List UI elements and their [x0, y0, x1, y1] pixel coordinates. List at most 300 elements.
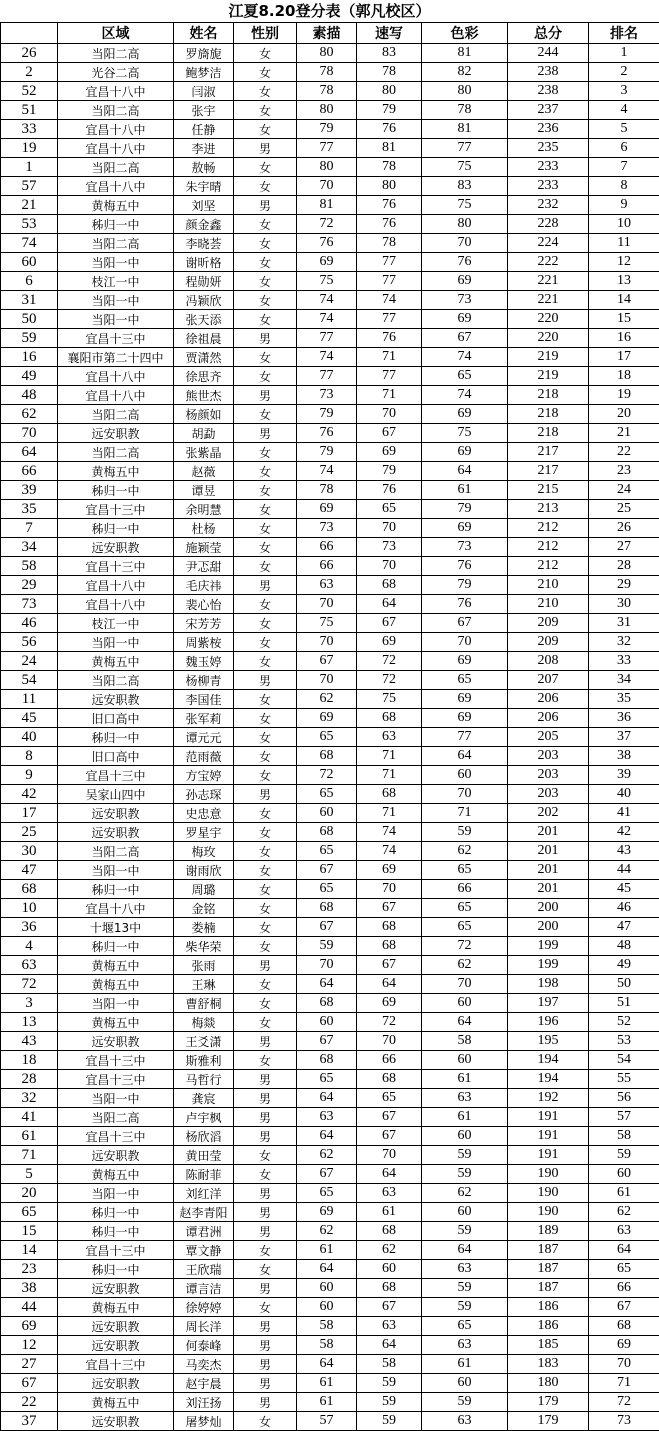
cell-rank: 8	[589, 177, 659, 196]
cell-gender: 女	[234, 937, 297, 956]
cell-speed-sketch: 68	[357, 1222, 422, 1241]
cell-total: 192	[508, 1089, 589, 1108]
cell-color: 75	[422, 158, 508, 177]
cell-gender: 男	[234, 1032, 297, 1051]
cell-region: 秭归一中	[58, 1222, 174, 1241]
cell-region: 当阳一中	[58, 633, 174, 652]
cell-total: 186	[508, 1298, 589, 1317]
cell-id: 67	[1, 1374, 58, 1393]
cell-rank: 23	[589, 462, 659, 481]
table-row	[1, 614, 659, 633]
cell-rank: 17	[589, 348, 659, 367]
table-row	[1, 1165, 659, 1184]
table-row	[1, 462, 659, 481]
cell-id: 44	[1, 1298, 58, 1317]
cell-color: 80	[422, 215, 508, 234]
cell-id: 74	[1, 234, 58, 253]
cell-rank: 69	[589, 1336, 659, 1355]
cell-region: 当阳二高	[58, 234, 174, 253]
cell-total: 203	[508, 747, 589, 766]
cell-total: 201	[508, 842, 589, 861]
cell-sketch: 77	[297, 329, 357, 348]
cell-speed-sketch: 67	[357, 1298, 422, 1317]
cell-rank: 48	[589, 937, 659, 956]
cell-speed-sketch: 83	[357, 44, 422, 63]
cell-color: 71	[422, 804, 508, 823]
cell-sketch: 60	[297, 1013, 357, 1032]
cell-color: 70	[422, 785, 508, 804]
cell-color: 69	[422, 443, 508, 462]
cell-gender: 女	[234, 1412, 297, 1431]
cell-color: 79	[422, 576, 508, 595]
cell-rank: 26	[589, 519, 659, 538]
table-row	[1, 823, 659, 842]
cell-total: 218	[508, 386, 589, 405]
table-header	[1, 23, 659, 44]
cell-sketch: 62	[297, 1222, 357, 1241]
cell-total: 208	[508, 652, 589, 671]
cell-speed-sketch: 70	[357, 1146, 422, 1165]
cell-sketch: 67	[297, 1165, 357, 1184]
cell-gender: 女	[234, 595, 297, 614]
cell-color: 74	[422, 386, 508, 405]
cell-sketch: 67	[297, 918, 357, 937]
cell-color: 73	[422, 291, 508, 310]
cell-id: 53	[1, 215, 58, 234]
cell-id: 27	[1, 1355, 58, 1374]
cell-rank: 52	[589, 1013, 659, 1032]
cell-rank: 27	[589, 538, 659, 557]
cell-sketch: 78	[297, 63, 357, 82]
cell-gender: 女	[234, 500, 297, 519]
cell-total: 201	[508, 880, 589, 899]
cell-gender: 女	[234, 842, 297, 861]
cell-id: 28	[1, 1070, 58, 1089]
table-row	[1, 519, 659, 538]
table-row	[1, 880, 659, 899]
cell-gender: 女	[234, 120, 297, 139]
cell-region: 远安职教	[58, 1374, 174, 1393]
cell-region: 宜昌十八中	[58, 386, 174, 405]
cell-gender: 男	[234, 1108, 297, 1127]
cell-sketch: 75	[297, 272, 357, 291]
cell-gender: 女	[234, 63, 297, 82]
cell-sketch: 79	[297, 405, 357, 424]
table-row	[1, 234, 659, 253]
cell-name: 孙志琛	[174, 785, 234, 804]
cell-total: 220	[508, 310, 589, 329]
cell-sketch: 70	[297, 671, 357, 690]
cell-sketch: 68	[297, 899, 357, 918]
cell-color: 59	[422, 1279, 508, 1298]
col-header-color: 色彩	[422, 23, 508, 44]
cell-id: 43	[1, 1032, 58, 1051]
cell-id: 38	[1, 1279, 58, 1298]
table-row	[1, 557, 659, 576]
cell-total: 244	[508, 44, 589, 63]
cell-region: 当阳一中	[58, 291, 174, 310]
cell-rank: 22	[589, 443, 659, 462]
cell-id: 22	[1, 1393, 58, 1412]
cell-region: 秭归一中	[58, 215, 174, 234]
cell-total: 187	[508, 1241, 589, 1260]
table-row	[1, 652, 659, 671]
cell-speed-sketch: 66	[357, 1051, 422, 1070]
cell-color: 61	[422, 1070, 508, 1089]
cell-color: 65	[422, 367, 508, 386]
cell-speed-sketch: 71	[357, 747, 422, 766]
table-row	[1, 82, 659, 101]
cell-total: 228	[508, 215, 589, 234]
cell-id: 59	[1, 329, 58, 348]
cell-gender: 女	[234, 766, 297, 785]
cell-rank: 54	[589, 1051, 659, 1070]
cell-region: 远安职教	[58, 804, 174, 823]
cell-sketch: 65	[297, 1070, 357, 1089]
table-row	[1, 975, 659, 994]
cell-name: 杨柳青	[174, 671, 234, 690]
cell-name: 陈耐菲	[174, 1165, 234, 1184]
cell-gender: 男	[234, 1279, 297, 1298]
cell-sketch: 66	[297, 557, 357, 576]
table-row	[1, 139, 659, 158]
col-header-rank: 排名	[589, 23, 659, 44]
cell-region: 当阳二高	[58, 1108, 174, 1127]
cell-color: 67	[422, 614, 508, 633]
cell-region: 当阳一中	[58, 861, 174, 880]
cell-gender: 女	[234, 234, 297, 253]
cell-color: 69	[422, 310, 508, 329]
cell-sketch: 64	[297, 1355, 357, 1374]
cell-color: 63	[422, 1412, 508, 1431]
cell-name: 任静	[174, 120, 234, 139]
cell-speed-sketch: 70	[357, 1032, 422, 1051]
cell-sketch: 60	[297, 1279, 357, 1298]
cell-color: 82	[422, 63, 508, 82]
cell-total: 190	[508, 1165, 589, 1184]
table-row	[1, 196, 659, 215]
cell-gender: 女	[234, 880, 297, 899]
cell-total: 190	[508, 1184, 589, 1203]
cell-sketch: 78	[297, 82, 357, 101]
cell-total: 217	[508, 443, 589, 462]
cell-gender: 女	[234, 899, 297, 918]
cell-id: 68	[1, 880, 58, 899]
table-row	[1, 937, 659, 956]
cell-region: 当阳一中	[58, 253, 174, 272]
cell-speed-sketch: 63	[357, 728, 422, 747]
table-row	[1, 956, 659, 975]
table-row	[1, 842, 659, 861]
cell-name: 周长洋	[174, 1317, 234, 1336]
cell-total: 196	[508, 1013, 589, 1032]
cell-rank: 31	[589, 614, 659, 633]
cell-total: 233	[508, 177, 589, 196]
cell-color: 81	[422, 120, 508, 139]
cell-id: 57	[1, 177, 58, 196]
cell-id: 25	[1, 823, 58, 842]
cell-rank: 15	[589, 310, 659, 329]
cell-name: 谭君洲	[174, 1222, 234, 1241]
cell-rank: 12	[589, 253, 659, 272]
cell-region: 黄梅五中	[58, 652, 174, 671]
table-body	[1, 44, 659, 1431]
cell-speed-sketch: 76	[357, 481, 422, 500]
cell-name: 尹忑甜	[174, 557, 234, 576]
cell-rank: 39	[589, 766, 659, 785]
table-row	[1, 1279, 659, 1298]
cell-gender: 女	[234, 462, 297, 481]
cell-sketch: 74	[297, 310, 357, 329]
cell-color: 65	[422, 861, 508, 880]
cell-region: 宜昌十三中	[58, 329, 174, 348]
table-row	[1, 424, 659, 443]
cell-name: 张宇	[174, 101, 234, 120]
cell-region: 枝江一中	[58, 272, 174, 291]
cell-sketch: 74	[297, 348, 357, 367]
cell-name: 贾潇然	[174, 348, 234, 367]
cell-color: 69	[422, 272, 508, 291]
cell-total: 219	[508, 367, 589, 386]
cell-sketch: 72	[297, 766, 357, 785]
cell-speed-sketch: 68	[357, 1070, 422, 1089]
cell-region: 当阳一中	[58, 994, 174, 1013]
cell-region: 远安职教	[58, 1317, 174, 1336]
cell-total: 237	[508, 101, 589, 120]
cell-name: 范雨薇	[174, 747, 234, 766]
cell-name: 闫淑	[174, 82, 234, 101]
cell-name: 颜金鑫	[174, 215, 234, 234]
cell-region: 当阳一中	[58, 1089, 174, 1108]
cell-name: 罗星宇	[174, 823, 234, 842]
cell-color: 60	[422, 766, 508, 785]
cell-gender: 男	[234, 671, 297, 690]
cell-sketch: 79	[297, 443, 357, 462]
cell-color: 64	[422, 1241, 508, 1260]
cell-color: 70	[422, 975, 508, 994]
cell-id: 56	[1, 633, 58, 652]
cell-color: 69	[422, 519, 508, 538]
cell-total: 201	[508, 823, 589, 842]
cell-id: 32	[1, 1089, 58, 1108]
cell-name: 冯颖欣	[174, 291, 234, 310]
cell-gender: 女	[234, 215, 297, 234]
cell-name: 胡勐	[174, 424, 234, 443]
table-row	[1, 348, 659, 367]
cell-total: 224	[508, 234, 589, 253]
cell-id: 16	[1, 348, 58, 367]
cell-total: 209	[508, 614, 589, 633]
table-row	[1, 690, 659, 709]
cell-color: 64	[422, 462, 508, 481]
table-row	[1, 1013, 659, 1032]
cell-region: 枝江一中	[58, 614, 174, 633]
cell-total: 212	[508, 538, 589, 557]
cell-name: 马奕杰	[174, 1355, 234, 1374]
cell-total: 220	[508, 329, 589, 348]
cell-rank: 67	[589, 1298, 659, 1317]
cell-gender: 女	[234, 405, 297, 424]
cell-rank: 30	[589, 595, 659, 614]
cell-id: 1	[1, 158, 58, 177]
cell-gender: 男	[234, 785, 297, 804]
col-header-gender: 性别	[234, 23, 297, 44]
cell-sketch: 70	[297, 633, 357, 652]
cell-rank: 10	[589, 215, 659, 234]
cell-name: 谭元元	[174, 728, 234, 747]
cell-gender: 男	[234, 1374, 297, 1393]
cell-id: 47	[1, 861, 58, 880]
cell-sketch: 67	[297, 1032, 357, 1051]
cell-name: 斯雅利	[174, 1051, 234, 1070]
cell-color: 61	[422, 1108, 508, 1127]
cell-region: 当阳一中	[58, 310, 174, 329]
cell-color: 79	[422, 500, 508, 519]
cell-color: 69	[422, 709, 508, 728]
cell-id: 30	[1, 842, 58, 861]
cell-sketch: 80	[297, 101, 357, 120]
cell-sketch: 62	[297, 1146, 357, 1165]
cell-id: 13	[1, 1013, 58, 1032]
cell-total: 198	[508, 975, 589, 994]
table-row	[1, 120, 659, 139]
cell-id: 71	[1, 1146, 58, 1165]
cell-sketch: 79	[297, 120, 357, 139]
cell-speed-sketch: 78	[357, 158, 422, 177]
cell-region: 远安职教	[58, 1412, 174, 1431]
cell-speed-sketch: 70	[357, 880, 422, 899]
cell-name: 刘坚	[174, 196, 234, 215]
cell-speed-sketch: 71	[357, 766, 422, 785]
cell-rank: 50	[589, 975, 659, 994]
cell-gender: 女	[234, 652, 297, 671]
cell-name: 黄田莹	[174, 1146, 234, 1165]
col-header-sketch: 素描	[297, 23, 357, 44]
cell-total: 199	[508, 956, 589, 975]
cell-sketch: 73	[297, 386, 357, 405]
cell-name: 鲍梦洁	[174, 63, 234, 82]
cell-gender: 女	[234, 538, 297, 557]
cell-id: 40	[1, 728, 58, 747]
cell-color: 69	[422, 690, 508, 709]
cell-gender: 女	[234, 253, 297, 272]
cell-speed-sketch: 59	[357, 1412, 422, 1431]
table-row	[1, 1260, 659, 1279]
cell-gender: 男	[234, 196, 297, 215]
cell-name: 李国佳	[174, 690, 234, 709]
cell-name: 宋芳芳	[174, 614, 234, 633]
cell-speed-sketch: 76	[357, 329, 422, 348]
cell-region: 宜昌十八中	[58, 139, 174, 158]
cell-speed-sketch: 76	[357, 120, 422, 139]
table-row	[1, 671, 659, 690]
cell-rank: 2	[589, 63, 659, 82]
cell-rank: 41	[589, 804, 659, 823]
cell-rank: 37	[589, 728, 659, 747]
cell-speed-sketch: 80	[357, 82, 422, 101]
cell-name: 梅玫	[174, 842, 234, 861]
cell-id: 41	[1, 1108, 58, 1127]
cell-id: 15	[1, 1222, 58, 1241]
cell-speed-sketch: 72	[357, 671, 422, 690]
cell-name: 覃文静	[174, 1241, 234, 1260]
cell-id: 39	[1, 481, 58, 500]
cell-region: 秭归一中	[58, 937, 174, 956]
cell-name: 曹舒桐	[174, 994, 234, 1013]
table-row	[1, 329, 659, 348]
table-row	[1, 291, 659, 310]
cell-color: 76	[422, 557, 508, 576]
cell-rank: 35	[589, 690, 659, 709]
table-row	[1, 1374, 659, 1393]
table-row	[1, 500, 659, 519]
cell-region: 宜昌十三中	[58, 500, 174, 519]
cell-total: 207	[508, 671, 589, 690]
cell-color: 65	[422, 671, 508, 690]
cell-rank: 43	[589, 842, 659, 861]
cell-gender: 女	[234, 994, 297, 1013]
cell-region: 宜昌十三中	[58, 1070, 174, 1089]
cell-gender: 女	[234, 823, 297, 842]
cell-id: 12	[1, 1336, 58, 1355]
table-row	[1, 747, 659, 766]
cell-speed-sketch: 74	[357, 291, 422, 310]
cell-id: 70	[1, 424, 58, 443]
cell-gender: 女	[234, 861, 297, 880]
table-row	[1, 1203, 659, 1222]
cell-speed-sketch: 79	[357, 462, 422, 481]
cell-speed-sketch: 63	[357, 1184, 422, 1203]
cell-color: 69	[422, 405, 508, 424]
table-row	[1, 253, 659, 272]
cell-id: 62	[1, 405, 58, 424]
cell-rank: 61	[589, 1184, 659, 1203]
cell-id: 42	[1, 785, 58, 804]
cell-total: 200	[508, 899, 589, 918]
cell-sketch: 68	[297, 994, 357, 1013]
table-row	[1, 1032, 659, 1051]
cell-color: 65	[422, 918, 508, 937]
cell-gender: 男	[234, 139, 297, 158]
cell-total: 221	[508, 272, 589, 291]
cell-total: 203	[508, 785, 589, 804]
cell-speed-sketch: 77	[357, 310, 422, 329]
cell-gender: 女	[234, 1051, 297, 1070]
cell-rank: 24	[589, 481, 659, 500]
cell-id: 29	[1, 576, 58, 595]
cell-color: 65	[422, 899, 508, 918]
cell-rank: 62	[589, 1203, 659, 1222]
cell-rank: 68	[589, 1317, 659, 1336]
cell-region: 旧口高中	[58, 747, 174, 766]
cell-gender: 女	[234, 1013, 297, 1032]
cell-id: 50	[1, 310, 58, 329]
cell-rank: 64	[589, 1241, 659, 1260]
cell-gender: 女	[234, 82, 297, 101]
table-row	[1, 861, 659, 880]
cell-gender: 女	[234, 709, 297, 728]
cell-id: 60	[1, 253, 58, 272]
cell-sketch: 80	[297, 44, 357, 63]
cell-sketch: 68	[297, 823, 357, 842]
col-header-total: 总分	[508, 23, 589, 44]
cell-speed-sketch: 70	[357, 405, 422, 424]
cell-speed-sketch: 71	[357, 386, 422, 405]
cell-total: 213	[508, 500, 589, 519]
cell-region: 远安职教	[58, 1146, 174, 1165]
cell-name: 赵宇晨	[174, 1374, 234, 1393]
cell-gender: 女	[234, 101, 297, 120]
